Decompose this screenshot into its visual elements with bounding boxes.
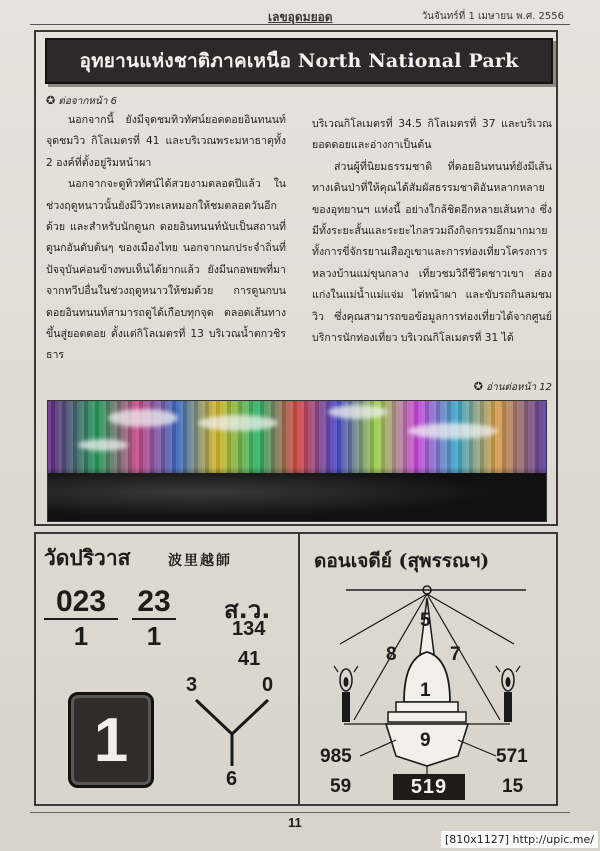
masthead: เลขอุดมยอด [268,10,333,24]
photo-cloud [108,409,178,427]
y-bottom-digit: 6 [226,768,238,790]
y-branch-right [232,700,268,734]
don-chedi-panel [298,534,556,804]
landscape-photo [47,400,547,522]
wat-pariwat-panel [36,534,296,804]
article-column-left [46,92,286,367]
fraction-2-bottom: 1 [146,621,162,651]
pagoda-title: ดอนเจดีย์ (สุพรรณฯ) [314,550,490,572]
sw-value: 41 [238,648,261,670]
photo-cloud [408,423,498,439]
fraction-2-top: 23 [132,586,176,620]
star-icon: ✪ [46,94,56,107]
pagoda-base-number: 9 [420,730,431,751]
article-body [46,92,552,394]
ray-line [340,594,427,644]
pagoda-center-number: 1 [420,680,431,701]
article-paragraph: นอกจากนี้ ยังมีจุดชมทิวทัศน์ยอดดอยอินทนนท์ จุดชมวิว กิโลเมตรที่ 41 และบริเวณพระมหาธาตุทั้ง 2 องค์ที่ตั้งอยู่ริมหน้าผา [46,114,286,169]
article-column-right [312,114,552,349]
issue-date: วันจันทร์ที่ 1 เมษายน พ.ศ. 2556 [421,11,564,22]
watermark: [810x1127] http://upic.me/ [441,831,598,848]
page-number: 11 [288,815,302,830]
headline: อุทยานแห่งชาติภาคเหนือ North National Park [79,50,519,72]
fraction-1-bottom: 1 [73,621,89,651]
pagoda-bottom-left-number: 59 [330,776,352,797]
pagoda-bottom-center-number: 519 [393,774,465,800]
top-rule [30,24,570,25]
headline-bar [45,38,553,84]
wat-chinese-title: 波里越師 [168,553,232,569]
sw-label: ส.ว. [224,596,271,624]
candle-left-icon [334,666,358,722]
continued-from [46,92,286,110]
article-paragraph: นอกจากจะดูทิวทัศน์ได้สวยงามตลอดปีแล้ว ในช่วงฤดูหนาวนั้นยังมีวิวทะเลหมอกให้ชมตลอดวันอีกด้วย และสำหรับนักดูนก ดอยอินทนนท์นับเป็นสถานที่ดูนกอันดับต้นๆ ของเมืองไทย นอกจากนกประจำถิ่นที่ปัจจุบันค่อนข้างพบเห็นได้ยากแล้ว ยังมีนกอพยพที่มาจากทวีปอื่นในช่วงฤดูหนาวให้ชมด้วย การดูนกบนดอยอินทนนท์สามารถดูได้เกือบทุกจุด ตลอดเส้นทางขึ้นสู่ยอดดอย ตั้งแต่กิโลเมตรที่ 13 บริเวณน้ำตกวชิรธาร [46,178,286,362]
photo-cloud [328,405,388,419]
sw-value: 134 [232,618,266,640]
pagoda-left-outer-number: 985 [320,746,352,767]
big-digit: 1 [93,705,129,775]
continued-to [474,376,552,398]
pagoda-left-number: 8 [386,644,397,665]
candle-right-icon [496,666,520,722]
pagoda-top-number: 5 [420,610,431,631]
pagoda-right-outer-number: 571 [496,746,528,767]
ray-line [427,594,514,644]
connector-line [360,740,396,756]
y-left-digit: 3 [186,674,198,696]
connector-line [458,740,496,756]
wat-title: วัดปริวาส [44,545,131,570]
pagoda-right-number: 7 [450,644,461,665]
photo-cloud [198,415,278,431]
y-branch-left [196,700,232,734]
article-paragraph: ส่วนผู้ที่นิยมธรรมชาติ ที่ดอยอินทนนท์ยังมีเส้นทางเดินป่าที่ให้คุณได้สัมผัสธรรมชาติอันหลากหลายของอุทยานฯ แห่งนี้ อย่างใกล้ชิดอีกหลายเส้นทาง ซึ่งมีทั้งระยะสั้นและระยะไกลรวมถึงกิจกรรมอีกมากมาย ทั้งการขี่จักรยานเสือภูเขาและการท่องเที่ยวโครงการหลวงบ้านแม่ขุนกลาง เที่ยวชมวิถีชีวิตชาวเขา ล่องแก่งในแม่น้ำแม่แจ่ม ไต่หน้าผา และขับรถกินลมชมวิว ซึ่งคุณสามารถขอข้อมูลการท่องเที่ยวได้จากศูนย์บริการนักท่องเที่ยว บริเวณกิโลเมตรที่ 31 ได้ [312,160,552,345]
fraction-1-top: 023 [44,586,118,620]
pagoda-bottom-right-number: 15 [502,776,524,797]
big-digit-tile [68,692,154,788]
photo-ground [48,473,546,521]
continued-to-label: อ่านต่อหน้า 12 [486,382,552,393]
y-right-digit: 0 [262,674,274,696]
star-icon: ✪ [473,380,483,393]
photo-cloud [78,439,128,451]
pagoda-tier [388,712,466,722]
pagoda-tier [396,702,458,712]
continued-from-label: ต่อจากหน้า 6 [58,96,118,107]
article-paragraph: บริเวณกิโลเมตรที่ 34.5 กิโลเมตรที่ 37 และบริเวณยอดดอยและอ่างกาเป็นต้น [312,118,552,152]
bottom-rule [30,812,570,813]
